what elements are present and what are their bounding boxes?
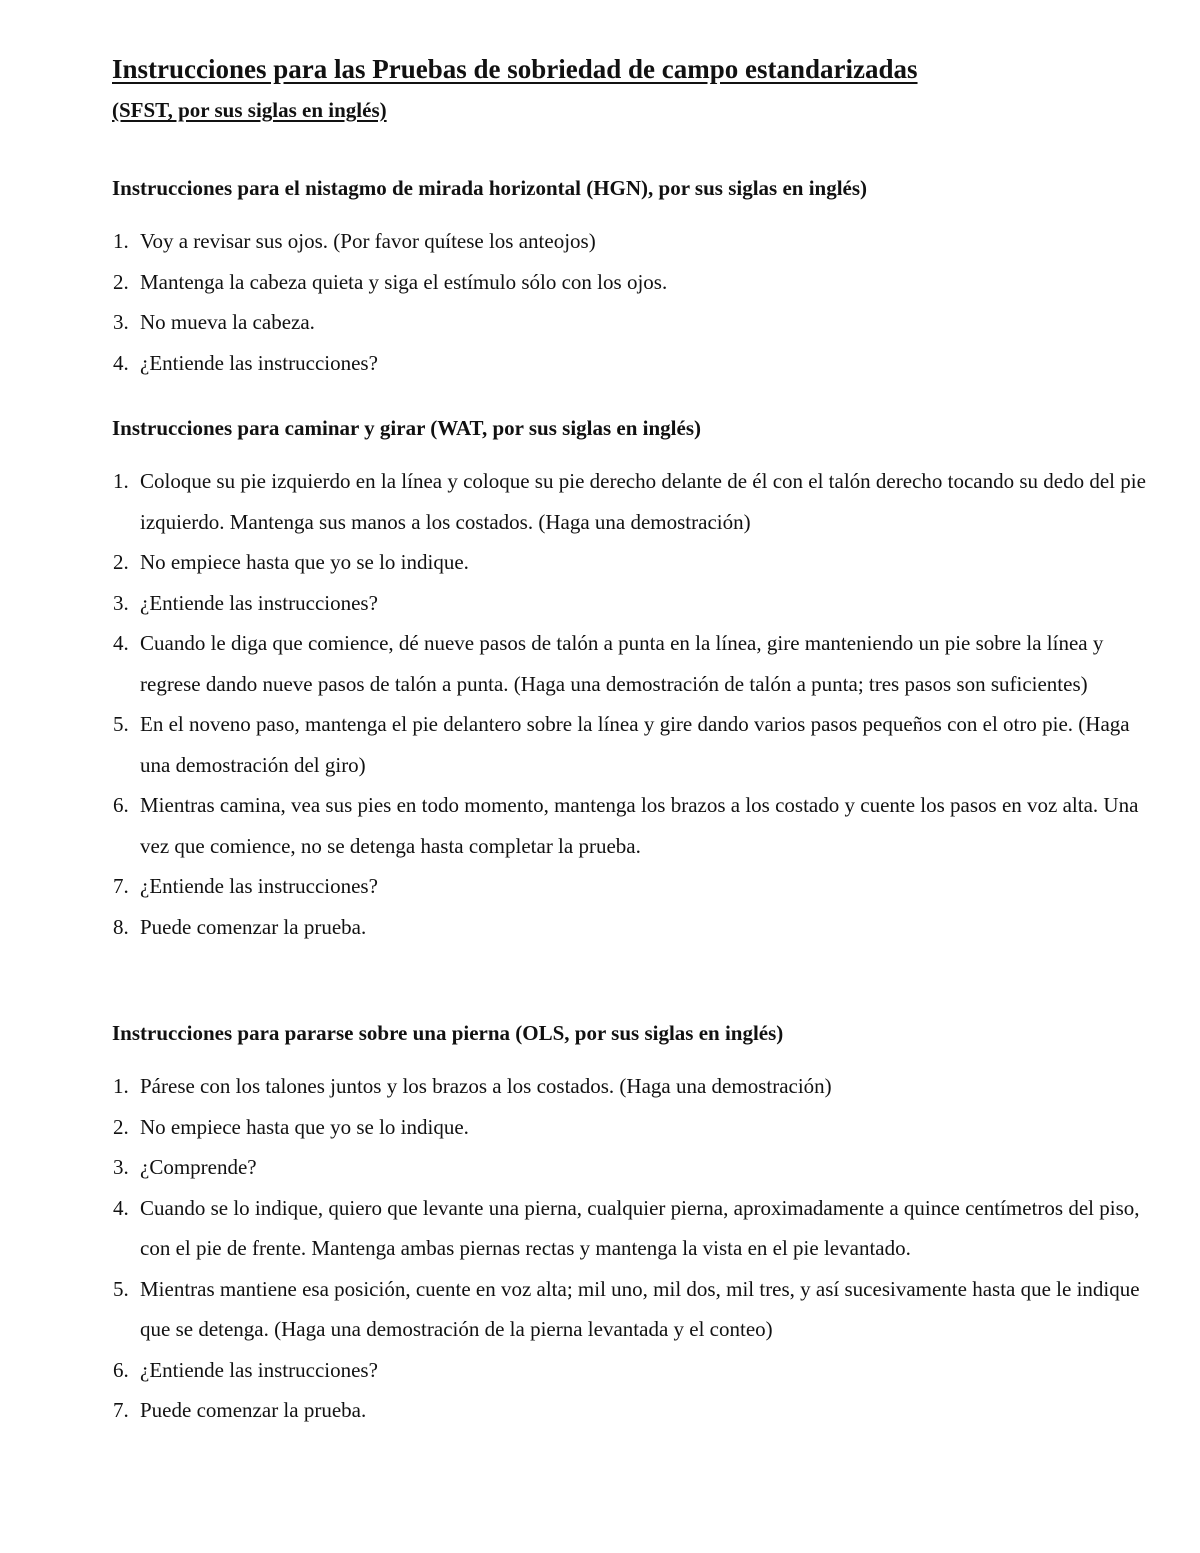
list-item [0, 866, 1200, 907]
item-number: 7. [113, 874, 129, 898]
list-item [0, 262, 1200, 303]
list-item [0, 302, 1200, 343]
item-number: 4. [113, 631, 129, 655]
item-number: 7. [113, 1398, 129, 1422]
list-item [0, 785, 1200, 866]
item-text: ¿Comprende? [140, 1155, 257, 1179]
list-item [0, 221, 1200, 262]
item-text: Coloque su pie izquierdo en la línea y coloque su pie derecho delante de él con el talón derecho tocando su dedo del pie izquierdo. Mantenga sus manos a los costados. (Haga una demostración) [140, 469, 1146, 534]
item-text: Mientras mantiene esa posición, cuente en voz alta; mil uno, mil dos, mil tres, y así sucesivamente hasta que le indique que se detenga. (Haga una demostración de la pierna levantada y el conteo) [140, 1276, 1140, 1341]
list-item [0, 1188, 1200, 1269]
list-item [0, 1269, 1200, 1350]
item-number: 4. [113, 350, 129, 375]
item-number: 6. [113, 1357, 129, 1382]
item-number: 4. [113, 1195, 129, 1220]
document-title: Instrucciones para las Pruebas de sobriedad de campo estandarizadas [112, 54, 918, 84]
item-text: No empiece hasta que yo se lo indique. [140, 1114, 469, 1139]
list-item [0, 623, 1200, 704]
instruction-list-hgn [0, 221, 1200, 383]
item-number: 2. [113, 550, 129, 574]
item-number: 3. [113, 590, 129, 615]
item-text: Puede comenzar la prueba. [140, 1398, 367, 1422]
item-number: 1. [113, 229, 129, 253]
item-text: ¿Entiende las instrucciones? [140, 874, 378, 898]
item-text: Mientras camina, vea sus pies en todo momento, mantenga los brazos a los costado y cuente los pasos en voz alta. Una vez que comience, no se detenga hasta completar la prueba. [140, 793, 1139, 858]
item-text: ¿Entiende las instrucciones? [140, 350, 378, 375]
item-number: 1. [113, 469, 129, 493]
item-text: Mantenga la cabeza quieta y siga el estímulo sólo con los ojos. [140, 269, 668, 294]
list-item [0, 907, 1200, 948]
item-text: En el noveno paso, mantenga el pie delantero sobre la línea y gire dando varios pasos pequeños con el otro pie. (Haga una demostración del giro) [140, 712, 1130, 777]
list-item [0, 343, 1200, 384]
item-number: 2. [113, 269, 129, 294]
section-heading-hgn: Instrucciones para el nistagmo de mirada horizontal (HGN), por sus siglas en inglés) [112, 176, 868, 200]
item-number: 1. [113, 1074, 129, 1098]
item-text: Voy a revisar sus ojos. (Por favor quítese los anteojos) [140, 229, 596, 253]
section-heading-wat: Instrucciones para caminar y girar (WAT, por sus siglas en inglés) [112, 416, 701, 440]
list-item [0, 461, 1200, 542]
item-text: ¿Entiende las instrucciones? [140, 590, 378, 615]
item-text: No mueva la cabeza. [140, 310, 315, 334]
instruction-list-ols [0, 1066, 1200, 1431]
item-number: 6. [113, 793, 129, 817]
item-number: 2. [113, 1114, 129, 1139]
item-number: 5. [113, 712, 129, 736]
item-number: 3. [113, 1155, 129, 1179]
instruction-list-wat [0, 461, 1200, 947]
item-number: 3. [113, 310, 129, 334]
item-number: 5. [113, 1276, 129, 1301]
list-item [0, 1350, 1200, 1391]
item-text: Cuando le diga que comience, dé nueve pasos de talón a punta en la línea, gire manteniendo un pie sobre la línea y regrese dando nueve pasos de talón a punta. (Haga una demostración de talón a punta; tres pasos son suficientes) [140, 631, 1104, 696]
item-text: Cuando se lo indique, quiero que levante una pierna, cualquier pierna, aproximadamente a quince centímetros del piso, con el pie de frente. Mantenga ambas piernas rectas y mantenga la vista en el pie levantado. [140, 1195, 1140, 1260]
list-item [0, 1390, 1200, 1431]
item-text: Párese con los talones juntos y los brazos a los costados. (Haga una demostración) [140, 1074, 832, 1098]
list-item [0, 704, 1200, 785]
document-subtitle: (SFST, por sus siglas en inglés) [112, 98, 387, 122]
item-text: No empiece hasta que yo se lo indique. [140, 550, 469, 574]
item-text: Puede comenzar la prueba. [140, 914, 367, 939]
item-text: ¿Entiende las instrucciones? [140, 1357, 378, 1382]
list-item [0, 1066, 1200, 1107]
section-heading-ols: Instrucciones para pararse sobre una pierna (OLS, por sus siglas en inglés) [112, 1021, 784, 1045]
list-item [0, 542, 1200, 583]
list-item [0, 1107, 1200, 1148]
list-item [0, 583, 1200, 624]
list-item [0, 1147, 1200, 1188]
item-number: 8. [113, 914, 129, 939]
